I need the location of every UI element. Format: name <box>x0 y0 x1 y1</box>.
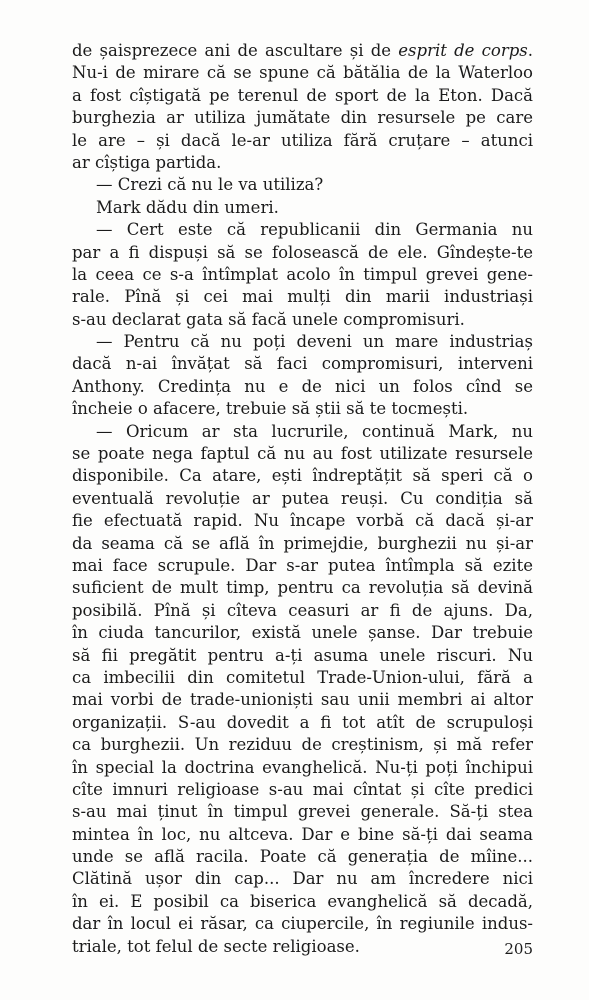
text-line: mintea în loc, nu altceva. Dar e bine să-ți dai seama <box>72 824 533 844</box>
text-line: în ei. E posibil ca biserica evanghelică să decadă, <box>72 891 533 911</box>
text-line: ca imbecilii din comitetul Trade-Union-ului, fără a <box>72 667 533 687</box>
text-line: să fii pregătit pentru a-ți asuma unele riscuri. Nu <box>72 645 533 665</box>
text-line: — Pentru că nu poți deveni un mare industriaș <box>96 332 533 352</box>
text-line: par a fi dispuși să se folosească de ele. Gîndește-te <box>72 242 533 262</box>
italic-phrase: esprit de corps <box>398 41 528 60</box>
text-line: în ciuda tancurilor, există unele șanse. Dar trebuie <box>72 623 533 643</box>
text-line: Nu-i de mirare că se spune că bătălia de la Waterloo <box>72 63 533 83</box>
text-line: ar cîștiga partida. <box>72 152 222 172</box>
text-line: posibilă. Pînă și cîteva ceasuri ar fi de ajuns. Da, <box>72 600 533 620</box>
text-line: mai vorbi de trade-unioniști sau unii membri ai altor <box>72 690 533 710</box>
text-line: rale. Pînă și cei mai mulți din marii industriași <box>72 287 533 307</box>
text-line: da seama că se află în primejdie, burghezii nu și-ar <box>72 533 533 553</box>
text-line: Mark dădu din umeri. <box>96 197 279 217</box>
text-line: organizații. S-au dovedit a fi tot atît de scrupuloși <box>72 712 533 732</box>
text-line: triale, tot felul de secte religioase. <box>72 936 360 956</box>
text-line: suficient de mult timp, pentru ca revoluția să devină <box>72 578 533 598</box>
text-line: disponibile. Ca atare, ești îndreptățit să speri că o <box>72 466 533 486</box>
body-text <box>72 40 533 958</box>
text-line: dacă n-ai învățat să faci compromisuri, interveni <box>72 354 533 374</box>
text-line: cîte imnuri religioase s-au mai cîntat și cîte predici <box>72 779 533 799</box>
text-line: dar în locul ei răsar, ca ciupercile, în regiunile indus- <box>72 914 533 934</box>
text-line: la ceea ce s-a întîmplat acolo în timpul grevei gene- <box>72 264 533 284</box>
text-line: a fost cîștigată pe terenul de sport de la Eton. Dacă <box>72 85 533 105</box>
text-line <box>72 40 533 62</box>
text-line: burghezia ar utiliza jumătate din resursele pe care <box>72 108 533 128</box>
text-line: Clătină ușor din cap... Dar nu am încredere nici <box>72 869 533 889</box>
text-line: unde se află racila. Poate că generația de mîine... <box>72 847 533 867</box>
text-line: încheie o afacere, trebuie să știi să te tocmești. <box>72 399 469 419</box>
text-line: — Crezi că nu le va utiliza? <box>96 175 324 195</box>
text-line: Anthony. Credința nu e de nici un folos cînd se <box>72 376 533 396</box>
text-segment: de șaisprezece ani de ascultare și de <box>72 41 399 60</box>
text-line: mai face scrupule. Dar s-ar putea întîmpla să ezite <box>72 555 533 575</box>
text-line: în special la doctrina evanghelică. Nu-ți poți închipui <box>72 757 533 777</box>
text-line: — Oricum ar sta lucrurile, continuă Mark, nu <box>96 421 533 441</box>
text-line: s-au mai ținut în timpul grevei generale. Să-ți stea <box>72 802 533 822</box>
text-segment: . <box>527 41 533 60</box>
page-number: 205 <box>504 940 533 958</box>
text-line: eventuală revoluție ar putea reuși. Cu condiția să <box>72 488 533 508</box>
text-line: le are – și dacă le-ar utiliza fără cruțare – atunci <box>72 130 533 150</box>
text-line: se poate nega faptul că nu au fost utilizate resursele <box>72 444 533 464</box>
text-line: — Cert este că republicanii din Germania nu <box>96 220 533 240</box>
text-line: fie efectuată rapid. Nu încape vorbă că dacă și-ar <box>72 511 533 531</box>
text-line: ca burghezii. Un reziduu de creștinism, și mă refer <box>72 735 533 755</box>
text-line: s-au declarat gata să facă unele compromisuri. <box>72 309 465 329</box>
